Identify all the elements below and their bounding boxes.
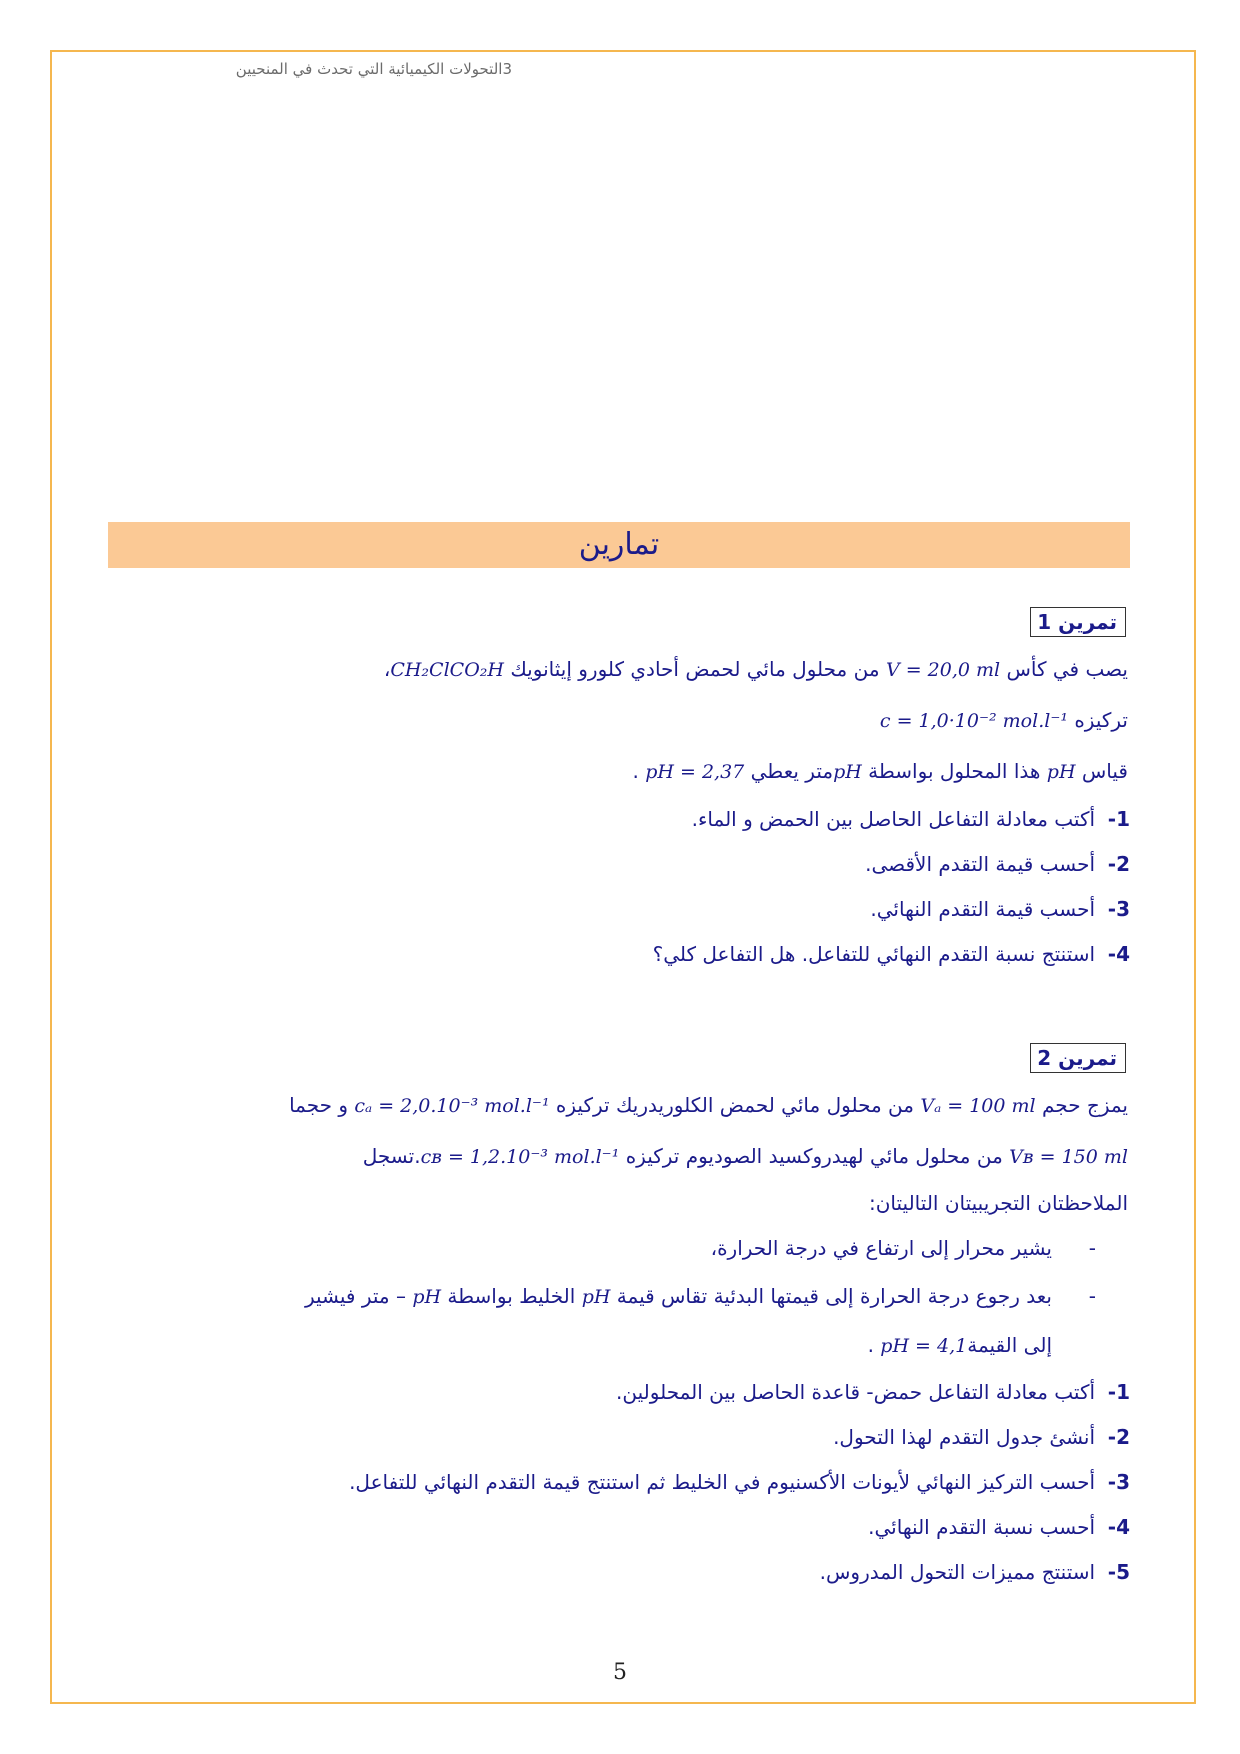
question-item: 4- استنتج نسبة التقدم النهائي للتفاعل. هل التفاعل كلي؟ (652, 942, 1130, 966)
exercise-1-line-3: قياس pH هذا المحلول بواسطة pHمتر يعطي pH = 2,37 . (632, 759, 1128, 783)
question-item: 1- أكتب معادلة التفاعل الحاصل بين الحمض و الماء. (691, 807, 1130, 831)
observation-item: -بعد رجوع درجة الحرارة إلى قيمتها البدئية تقاس قيمة pH الخليط بواسطة pH – متر فيشير (304, 1284, 1096, 1308)
acid-formula: CH₂ClCO₂H (390, 659, 504, 681)
exercise-2-line-3: الملاحظتان التجريبيتان التاليتان: (869, 1191, 1128, 1215)
exercise-1-line-2: تركيزه c = 1,0·10⁻² mol.l⁻¹ (879, 708, 1128, 732)
exercise-1 (108, 604, 1130, 977)
question-item: 3- أحسب قيمة التقدم النهائي. (870, 897, 1130, 921)
observation-item: -يشير محرار إلى ارتفاع في درجة الحرارة، (710, 1236, 1096, 1260)
exercise-2-line-1: يمزج حجم Vₐ = 100 ml من محلول مائي لحمض الكلوريدريك تركيزه cₐ = 2,0.10⁻³ mol.l⁻¹ و حجما (289, 1093, 1128, 1117)
volume-value: V = 20,0 ml (885, 659, 1001, 681)
question-item: 3- أحسب التركيز النهائي لأيونات الأكسنيوم في الخليط ثم استنتج قيمة التقدم النهائي للتفاعل. (349, 1470, 1130, 1494)
exercise-1-title: تمرين 1 (1030, 607, 1126, 637)
question-item: 2- أحسب قيمة التقدم الأقصى. (865, 852, 1130, 876)
ph-value: pH = 2,37 (645, 761, 745, 783)
question-item: 4- أحسب نسبة التقدم النهائي. (868, 1515, 1130, 1539)
exercise-2-title: تمرين 2 (1030, 1043, 1126, 1073)
section-title: تمارين (108, 522, 1130, 568)
concentration-value: c = 1,0·10⁻² mol.l⁻¹ (879, 710, 1068, 732)
running-header: 3التحولات الكيميائية التي تحدث في المنحيين (235, 60, 512, 78)
page-number: 5 (613, 1660, 627, 1685)
exercise-2 (108, 1040, 1130, 1595)
exercise-2-line-2: Vʙ = 150 ml من محلول مائي لهيدروكسيد الصوديوم تركيزه cʙ = 1,2.10⁻³ mol.l⁻¹.تسجل (362, 1144, 1128, 1168)
observation-continuation: إلى القيمةpH = 4,1 . (867, 1333, 1052, 1357)
question-item: 2- أنشئ جدول التقدم لهذا التحول. (833, 1425, 1130, 1449)
question-item: 1- أكتب معادلة التفاعل حمض- قاعدة الحاصل بين المحلولين. (616, 1380, 1130, 1404)
question-item: 5- استنتج مميزات التحول المدروس. (819, 1560, 1130, 1584)
exercise-1-line-1: يصب في كأس V = 20,0 ml من محلول مائي لحمض أحادي كلورو إيثانويك CH₂ClCO₂H، (383, 657, 1128, 681)
